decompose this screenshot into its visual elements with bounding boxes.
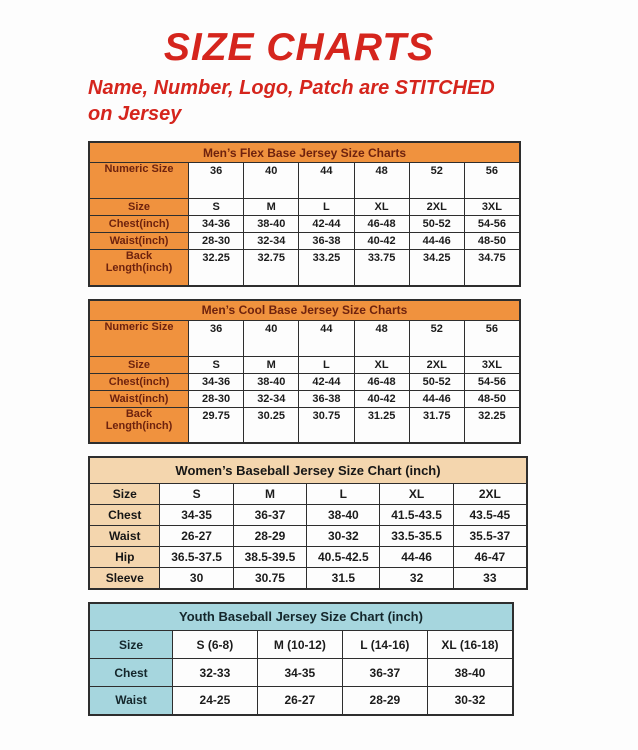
table-cell: 30.25 — [244, 407, 299, 443]
table-cell: 2XL — [409, 199, 464, 216]
table-cell: 44 — [299, 320, 354, 356]
table-cell: S — [189, 356, 244, 373]
table-cell: 38.5-39.5 — [233, 547, 306, 568]
table-cell: 54-56 — [464, 216, 520, 233]
table-cell: XL — [380, 484, 453, 505]
table-cell: 2XL — [409, 356, 464, 373]
row-label: Size — [89, 631, 173, 659]
table-cell: 34-36 — [189, 216, 244, 233]
table-cell: 26-27 — [160, 526, 233, 547]
table-cell: 33.75 — [354, 250, 409, 286]
table-row — [89, 320, 520, 356]
table-row — [89, 199, 520, 216]
table-cell: 54-56 — [464, 373, 520, 390]
row-label: Sleeve — [89, 568, 160, 589]
table-cell: 43.5-45 — [453, 505, 527, 526]
table-cell: 34-36 — [189, 373, 244, 390]
table-title-row — [89, 142, 520, 163]
youth-baseball-jersey-size-table — [88, 602, 638, 716]
size-table — [88, 299, 521, 445]
table-row — [89, 373, 520, 390]
row-label: Chest(inch) — [89, 216, 189, 233]
table-title: Youth Baseball Jersey Size Chart (inch) — [89, 603, 513, 631]
row-label: Back Length(inch) — [89, 250, 189, 286]
table-cell: 38-40 — [244, 216, 299, 233]
table-cell: 42-44 — [299, 373, 354, 390]
table-cell: 30-32 — [307, 526, 380, 547]
table-cell: 44-46 — [380, 547, 453, 568]
table-cell: 31.25 — [354, 407, 409, 443]
row-label: Waist(inch) — [89, 390, 189, 407]
row-label: Waist — [89, 526, 160, 547]
table-cell: L (14-16) — [342, 631, 427, 659]
table-cell: 28-29 — [233, 526, 306, 547]
row-label: Chest — [89, 659, 173, 687]
table-row — [89, 687, 513, 715]
table-cell: 30-32 — [427, 687, 513, 715]
table-row — [89, 526, 527, 547]
table-row — [89, 250, 520, 286]
table-cell: 41.5-43.5 — [380, 505, 453, 526]
table-cell: 36-38 — [299, 390, 354, 407]
table-cell: 50-52 — [409, 373, 464, 390]
table-cell: 34.75 — [464, 250, 520, 286]
table-row — [89, 568, 527, 589]
table-cell: 31.5 — [307, 568, 380, 589]
table-title-row — [89, 603, 513, 631]
table-cell: 42-44 — [299, 216, 354, 233]
row-label: Numeric Size — [89, 320, 189, 356]
row-label: Chest(inch) — [89, 373, 189, 390]
table-cell: 28-30 — [189, 390, 244, 407]
table-cell: 24-25 — [173, 687, 258, 715]
table-title: Men’s Flex Base Jersey Size Charts — [89, 142, 520, 163]
table-cell: 36-37 — [233, 505, 306, 526]
size-tables-section — [88, 141, 638, 716]
row-label: Chest — [89, 505, 160, 526]
table-cell: S — [189, 199, 244, 216]
row-label: Size — [89, 484, 160, 505]
table-cell: 30 — [160, 568, 233, 589]
size-table — [88, 456, 528, 590]
subtitle-line-2: on Jersey — [88, 102, 182, 125]
table-cell: 50-52 — [409, 216, 464, 233]
table-cell: 32 — [380, 568, 453, 589]
table-cell: M (10-12) — [257, 631, 342, 659]
mens-flex-base-jersey-size-table — [88, 141, 638, 287]
table-cell: 38-40 — [244, 373, 299, 390]
row-label: Numeric Size — [89, 163, 189, 199]
table-row — [89, 547, 527, 568]
table-cell: 29.75 — [189, 407, 244, 443]
size-table — [88, 141, 521, 287]
table-cell: 44 — [299, 163, 354, 199]
table-cell: 26-27 — [257, 687, 342, 715]
table-cell: 36-38 — [299, 233, 354, 250]
row-label: Size — [89, 199, 189, 216]
table-cell: 35.5-37 — [453, 526, 527, 547]
table-cell: 36.5-37.5 — [160, 547, 233, 568]
table-cell: 40.5-42.5 — [307, 547, 380, 568]
table-cell: 36-37 — [342, 659, 427, 687]
table-cell: 44-46 — [409, 233, 464, 250]
table-row — [89, 163, 520, 199]
table-cell: 33 — [453, 568, 527, 589]
table-cell: 40-42 — [354, 390, 409, 407]
table-row — [89, 407, 520, 443]
table-title-row — [89, 457, 527, 484]
table-cell: 30.75 — [299, 407, 354, 443]
table-cell: 32-34 — [244, 233, 299, 250]
table-cell: 34-35 — [257, 659, 342, 687]
table-cell: S — [160, 484, 233, 505]
table-title-row — [89, 300, 520, 321]
table-cell: S (6-8) — [173, 631, 258, 659]
table-cell: 40 — [244, 320, 299, 356]
size-table — [88, 602, 514, 716]
table-cell: 48 — [354, 163, 409, 199]
table-cell: 3XL — [464, 199, 520, 216]
row-label: Waist(inch) — [89, 233, 189, 250]
table-cell: 28-30 — [189, 233, 244, 250]
table-cell: 31.75 — [409, 407, 464, 443]
table-row — [89, 356, 520, 373]
table-cell: M — [233, 484, 306, 505]
table-row — [89, 233, 520, 250]
table-cell: XL — [354, 199, 409, 216]
page-title: SIZE CHARTS — [163, 26, 435, 69]
table-cell: 28-29 — [342, 687, 427, 715]
table-cell: 32.25 — [189, 250, 244, 286]
table-cell: L — [299, 199, 354, 216]
womens-baseball-jersey-size-table — [88, 456, 638, 590]
table-cell: 52 — [409, 163, 464, 199]
table-cell: 52 — [409, 320, 464, 356]
table-cell: L — [307, 484, 380, 505]
row-label: Hip — [89, 547, 160, 568]
table-cell: 33.5-35.5 — [380, 526, 453, 547]
row-label: Size — [89, 356, 189, 373]
table-cell: 32.75 — [244, 250, 299, 286]
mens-cool-base-jersey-size-table — [88, 299, 638, 445]
table-cell: 44-46 — [409, 390, 464, 407]
table-cell: 38-40 — [307, 505, 380, 526]
table-row — [89, 216, 520, 233]
table-cell: 56 — [464, 163, 520, 199]
table-cell: 36 — [189, 163, 244, 199]
table-row — [89, 390, 520, 407]
table-cell: 46-48 — [354, 373, 409, 390]
table-cell: 38-40 — [427, 659, 513, 687]
table-cell: XL (16-18) — [427, 631, 513, 659]
table-cell: 34-35 — [160, 505, 233, 526]
row-label: Waist — [89, 687, 173, 715]
table-title: Men’s Cool Base Jersey Size Charts — [89, 300, 520, 321]
table-cell: 34.25 — [409, 250, 464, 286]
table-row — [89, 659, 513, 687]
page-subtitle — [88, 76, 638, 127]
table-cell: 33.25 — [299, 250, 354, 286]
subtitle-line-1: Name, Number, Logo, Patch are STITCHED — [88, 77, 495, 99]
table-row — [89, 505, 527, 526]
table-cell: 48-50 — [464, 390, 520, 407]
table-title: Women’s Baseball Jersey Size Chart (inch) — [89, 457, 527, 484]
table-cell: 48 — [354, 320, 409, 356]
table-cell: 46-47 — [453, 547, 527, 568]
table-cell: XL — [354, 356, 409, 373]
table-cell: 40 — [244, 163, 299, 199]
table-cell: 48-50 — [464, 233, 520, 250]
table-cell: 36 — [189, 320, 244, 356]
table-cell: L — [299, 356, 354, 373]
table-cell: 30.75 — [233, 568, 306, 589]
table-cell: M — [244, 356, 299, 373]
table-cell: 2XL — [453, 484, 527, 505]
table-cell: 32.25 — [464, 407, 520, 443]
table-cell: M — [244, 199, 299, 216]
table-cell: 46-48 — [354, 216, 409, 233]
table-cell: 3XL — [464, 356, 520, 373]
row-label: Back Length(inch) — [89, 407, 189, 443]
table-cell: 32-34 — [244, 390, 299, 407]
table-cell: 40-42 — [354, 233, 409, 250]
table-cell: 56 — [464, 320, 520, 356]
table-row — [89, 484, 527, 505]
table-cell: 32-33 — [173, 659, 258, 687]
table-row — [89, 631, 513, 659]
